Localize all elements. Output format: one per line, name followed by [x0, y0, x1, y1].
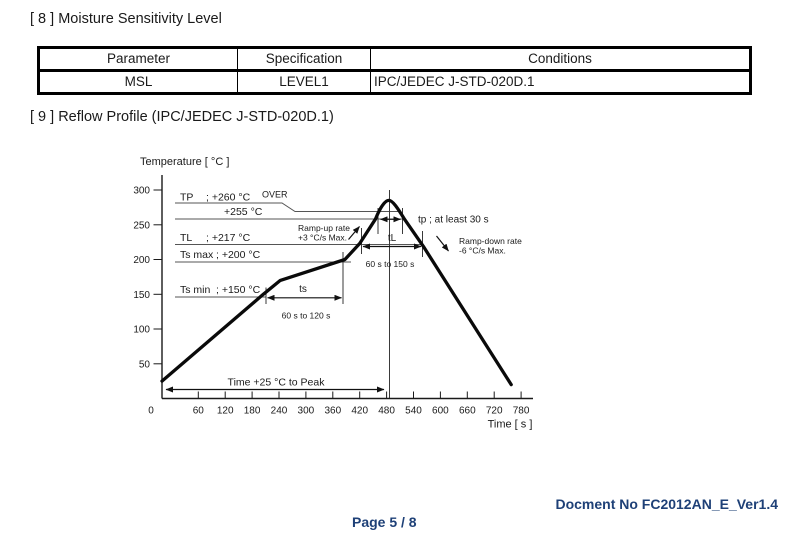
- msl-header-conditions: Conditions: [371, 49, 749, 72]
- x-tick-label: 660: [458, 405, 476, 417]
- y-tick-label: 100: [133, 324, 150, 336]
- reflow-profile-chart: [0, 140, 787, 440]
- y-tick-label: 200: [133, 255, 150, 266]
- x-tick-label: 180: [243, 405, 261, 417]
- x-tick-label: 240: [270, 405, 288, 417]
- y-tick-label: 250: [133, 220, 150, 232]
- tl-duration-label: tL: [387, 233, 397, 244]
- y-tick-label: 300: [133, 185, 150, 197]
- x-tick-label: 60: [192, 405, 204, 417]
- ref-tsmax-name: Ts max: [180, 249, 214, 261]
- ramp-up-arrow-icon: [349, 227, 360, 240]
- ref-tl-value: ; +217 °C: [206, 232, 251, 244]
- document-number: Docment No FC2012AN_E_Ver1.4: [555, 496, 778, 512]
- msl-table: [37, 46, 752, 95]
- x-axis-title: Time [ s ]: [487, 418, 533, 431]
- x-tick-label: 780: [512, 405, 530, 417]
- tl-duration-range: 60 s to 150 s: [365, 259, 415, 269]
- ramp-down-arrow-icon: [437, 236, 449, 251]
- section-9-title: [ 9 ] Reflow Profile (IPC/JEDEC J-STD-020D.1): [30, 109, 334, 125]
- x-tick-label: 300: [297, 405, 315, 417]
- y-tick-label: 150: [133, 289, 150, 301]
- x-tick-label: 480: [378, 405, 395, 417]
- x-tick-label: 720: [485, 405, 503, 417]
- ref-tsmax-value: ; +200 °C: [216, 249, 261, 261]
- ref-tp-name: TP: [180, 191, 194, 204]
- msl-value-parameter: MSL: [40, 72, 238, 92]
- msl-value-specification: LEVEL1: [238, 72, 371, 92]
- ref-tl-name: TL: [180, 232, 193, 244]
- ref-tsmin-value: ; +150 °C: [216, 284, 261, 296]
- ref-tp-value: ; +260 °C: [206, 191, 251, 204]
- msl-header-specification: Specification: [238, 49, 371, 72]
- time-to-peak-label: Time +25 °C to Peak: [227, 376, 325, 389]
- ref-255-value: +255 °C: [224, 206, 263, 218]
- origin-label: 0: [148, 405, 154, 417]
- ramp-down-note-1: Ramp-down rate: [459, 236, 522, 246]
- ramp-up-note-2: +3 °C/s Max.: [298, 232, 347, 243]
- x-tick-label: 600: [432, 405, 449, 417]
- y-tick-label: 50: [138, 359, 150, 371]
- x-tick-label: 120: [216, 405, 234, 417]
- ref-tsmin-name: Ts min: [180, 284, 211, 296]
- helper-ticks: [266, 190, 423, 399]
- x-tick-label: 420: [351, 405, 369, 417]
- page-number: Page 5 / 8: [352, 514, 417, 530]
- x-tick-label: 540: [405, 405, 422, 417]
- msl-header-parameter: Parameter: [40, 49, 238, 72]
- msl-value-conditions: IPC/JEDEC J-STD-020D.1: [374, 74, 535, 89]
- ts-duration-range: 60 s to 120 s: [281, 310, 331, 321]
- ramp-up-note-1: Ramp-up rate: [298, 223, 350, 233]
- ramp-down-note-2: -6 °C/s Max.: [459, 245, 506, 256]
- x-tick-label: 360: [324, 405, 342, 417]
- y-axis-title: Temperature [ °C ]: [140, 156, 230, 168]
- tp-duration-note: tp ; at least 30 s: [418, 214, 489, 226]
- section-8-title: [ 8 ] Moisture Sensitivity Level: [30, 11, 222, 27]
- ts-duration-label: ts: [299, 284, 307, 295]
- ref-tp-note: OVER: [262, 189, 288, 200]
